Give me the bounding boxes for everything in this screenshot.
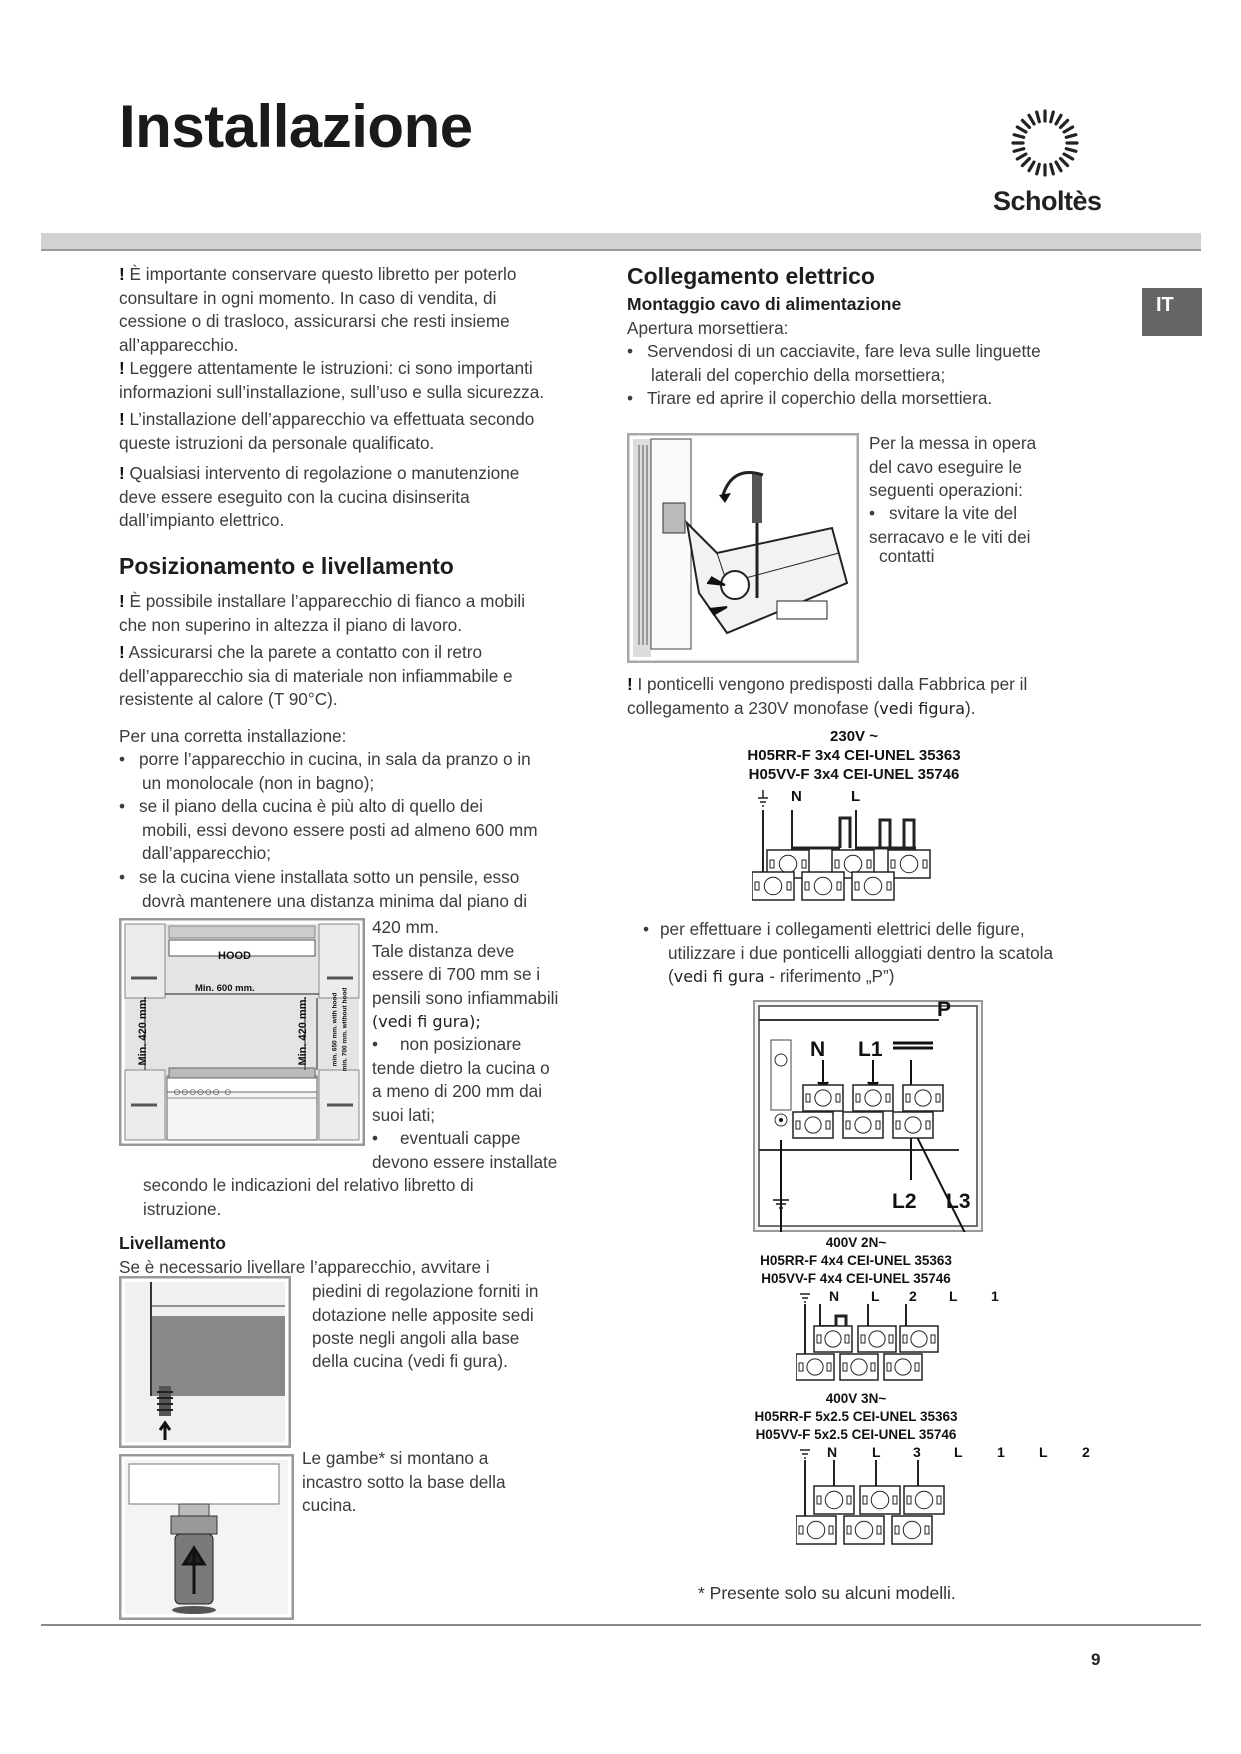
terminal-icon (884, 1354, 922, 1380)
min-420-left-label: Min. 420 mm. (137, 996, 149, 1066)
wire-label: 2 (1082, 1444, 1090, 1460)
page-number: 9 (1091, 1650, 1101, 1669)
diagram-230-line-label: L (851, 788, 861, 805)
livellamento-last: della cucina (vedi fi gura). (312, 1351, 508, 1371)
intro-note-2: ! Leggere attentamente le istruzioni: ci sono importanti informazioni sull’installazione, sull’uso e sulla sicurezza. (119, 358, 545, 402)
terminal-n-label: N (810, 1038, 826, 1061)
livellamento-first: Se è necessario livellare l’apparecchio, avvitare i (119, 1257, 490, 1277)
terminal-icon (840, 1354, 878, 1380)
diagram-230-neutral-label: N (791, 788, 802, 805)
ponticelli-note: ! I ponticelli vengono predisposti dalla Fabbrica per il collegamento a 230V monofase (vedi figura). (627, 674, 1028, 718)
gambe-text: Le gambe* si montano a incastro sotto la base della cucina. (302, 1448, 506, 1515)
diagram-400-2n-cable-1: H05RR-F 4x4 CEI-UNEL 35363 (760, 1253, 952, 1268)
side-after: secondo le indicazioni del relativo libretto di istruzione. (143, 1175, 474, 1219)
terminal-icon (803, 1085, 843, 1111)
terminal-l1-label: L1 (858, 1038, 883, 1061)
diagram-400-3n-voltage: 400V 3N~ (825, 1391, 887, 1406)
intro-note-1: ! È importante conservare questo libretto per poterlo consultare in ogni momento. In caso di vendita, di cessione o di trasloco, assicurarsi che resti insieme all’apparecchio. (119, 264, 517, 355)
diagram-400-3n-cable-2: H05VV-F 5x2.5 CEI-UNEL 35746 (755, 1427, 957, 1442)
terminal-icon (852, 872, 894, 900)
terminal-icon (904, 1486, 944, 1514)
leg-mounting-figure (119, 1454, 294, 1620)
terminal-icon (793, 1112, 833, 1138)
messa-text: Per la messa in opera del cavo eseguire le seguenti operazioni: (869, 433, 1037, 500)
hood-label: HOOD (218, 950, 251, 962)
min-600-label: Min. 600 mm. (195, 983, 255, 994)
diagram-400-3n-cable-1: H05RR-F 5x2.5 CEI-UNEL 35363 (754, 1409, 958, 1424)
terminal-l3-label: L3 (946, 1190, 971, 1213)
terminal-icon (814, 1486, 854, 1514)
terminal-l2-label: L2 (892, 1190, 917, 1213)
pos-note-2: ! Assicurarsi che la parete a contatto con il retro dell’apparecchio sia di materiale non infiammabile e resistente al calore (T 90°C). (119, 642, 513, 709)
terminal-icon (853, 1085, 893, 1111)
terminal-icon (796, 1516, 836, 1544)
wire-label: L (871, 1288, 880, 1304)
hood-650-note: min. 650 mm. with hood (331, 992, 339, 1067)
wire-label: 1 (991, 1288, 999, 1304)
footnote: * Presente solo su alcuni modelli. (698, 1583, 956, 1603)
wire-label: N (829, 1288, 840, 1304)
ponticello-p-label: P (937, 998, 952, 1021)
page-title: Installazione (119, 93, 473, 160)
terminal-icon (802, 872, 844, 900)
header-divider (41, 233, 1201, 251)
terminal-icon (903, 1085, 943, 1111)
wire-label: L (872, 1444, 881, 1460)
terminal-icon (814, 1326, 852, 1352)
diagram-400-2n-cable-2: H05VV-F 4x4 CEI-UNEL 35746 (761, 1271, 951, 1286)
diagram-400-2n-voltage: 400V 2N~ (825, 1235, 887, 1250)
wire-label: 1 (997, 1444, 1005, 1460)
wire-label: N (827, 1444, 838, 1460)
wire-label: L (949, 1288, 958, 1304)
language-badge: IT (1142, 288, 1202, 336)
livellamento-side: piedini di regolazione forniti in dotazione nelle apposite sedi poste negli angoli alla base (312, 1281, 539, 1348)
hood-700-note: min. 700 mm. without hood (341, 987, 349, 1072)
diagram-230-cable-1: H05RR-F 3x4 CEI-UNEL 35363 (747, 747, 961, 764)
terminal-icon (860, 1486, 900, 1514)
min-420-right-label: Min. 420 mm. (297, 996, 309, 1066)
wiring-diagram-400v-3n (796, 1446, 956, 1546)
diagram-230-voltage: 230V ~ (830, 728, 878, 745)
footer-divider (41, 1624, 1201, 1626)
terminal-icon (844, 1516, 884, 1544)
wire-label: L (954, 1444, 963, 1460)
livellamento-title: Livellamento (119, 1233, 226, 1253)
pos-note-1: ! È possibile installare l’apparecchio di fianco a mobili che non superino in altezza il piano di lavoro. (119, 591, 526, 635)
terminal-icon (892, 1516, 932, 1544)
wire-label: 2 (909, 1288, 917, 1304)
intro-note-4: ! Qualsiasi intervento di regolazione o manutenzione deve essere eseguito con la cucina disinserita dall’impianto elettrico. (119, 463, 520, 530)
terminal-icon (900, 1326, 938, 1352)
apertura-label: Apertura morsettiera: (627, 318, 789, 338)
section-title-posizionamento: Posizionamento e livellamento (119, 553, 454, 579)
corretta-intro: Per una corretta installazione: (119, 726, 347, 746)
burner-knobs: ○○○○○○ ○ (173, 1084, 232, 1099)
terminal-icon (893, 1112, 933, 1138)
terminal-box-figure (627, 433, 859, 663)
terminal-icon (858, 1326, 896, 1352)
subsection-title-montaggio: Montaggio cavo di alimentazione (627, 294, 902, 314)
wire-label: L (1039, 1444, 1048, 1460)
wire-label: 3 (913, 1444, 921, 1460)
terminal-icon (843, 1112, 883, 1138)
intro-note-3: ! L’installazione dell’apparecchio va effettuata secondo queste istruzioni da personale qualificato. (119, 409, 535, 453)
brand-logo-icon (1000, 103, 1090, 183)
levelling-foot-figure (119, 1276, 291, 1448)
terminal-icon (752, 872, 794, 900)
wiring-diagram-230v (752, 790, 944, 902)
terminal-icon (796, 1354, 834, 1380)
brand-name: Scholtès (993, 186, 1102, 216)
section-title-collegamento: Collegamento elettrico (627, 263, 875, 289)
wiring-diagram-400v-2n (796, 1290, 956, 1386)
diagram-230-cable-2: H05VV-F 3x4 CEI-UNEL 35746 (748, 766, 960, 783)
side-text: 420 mm. Tale distanza deve essere di 700 mm se i pensili sono infiammabili (vedi fi gura); (372, 917, 559, 1031)
